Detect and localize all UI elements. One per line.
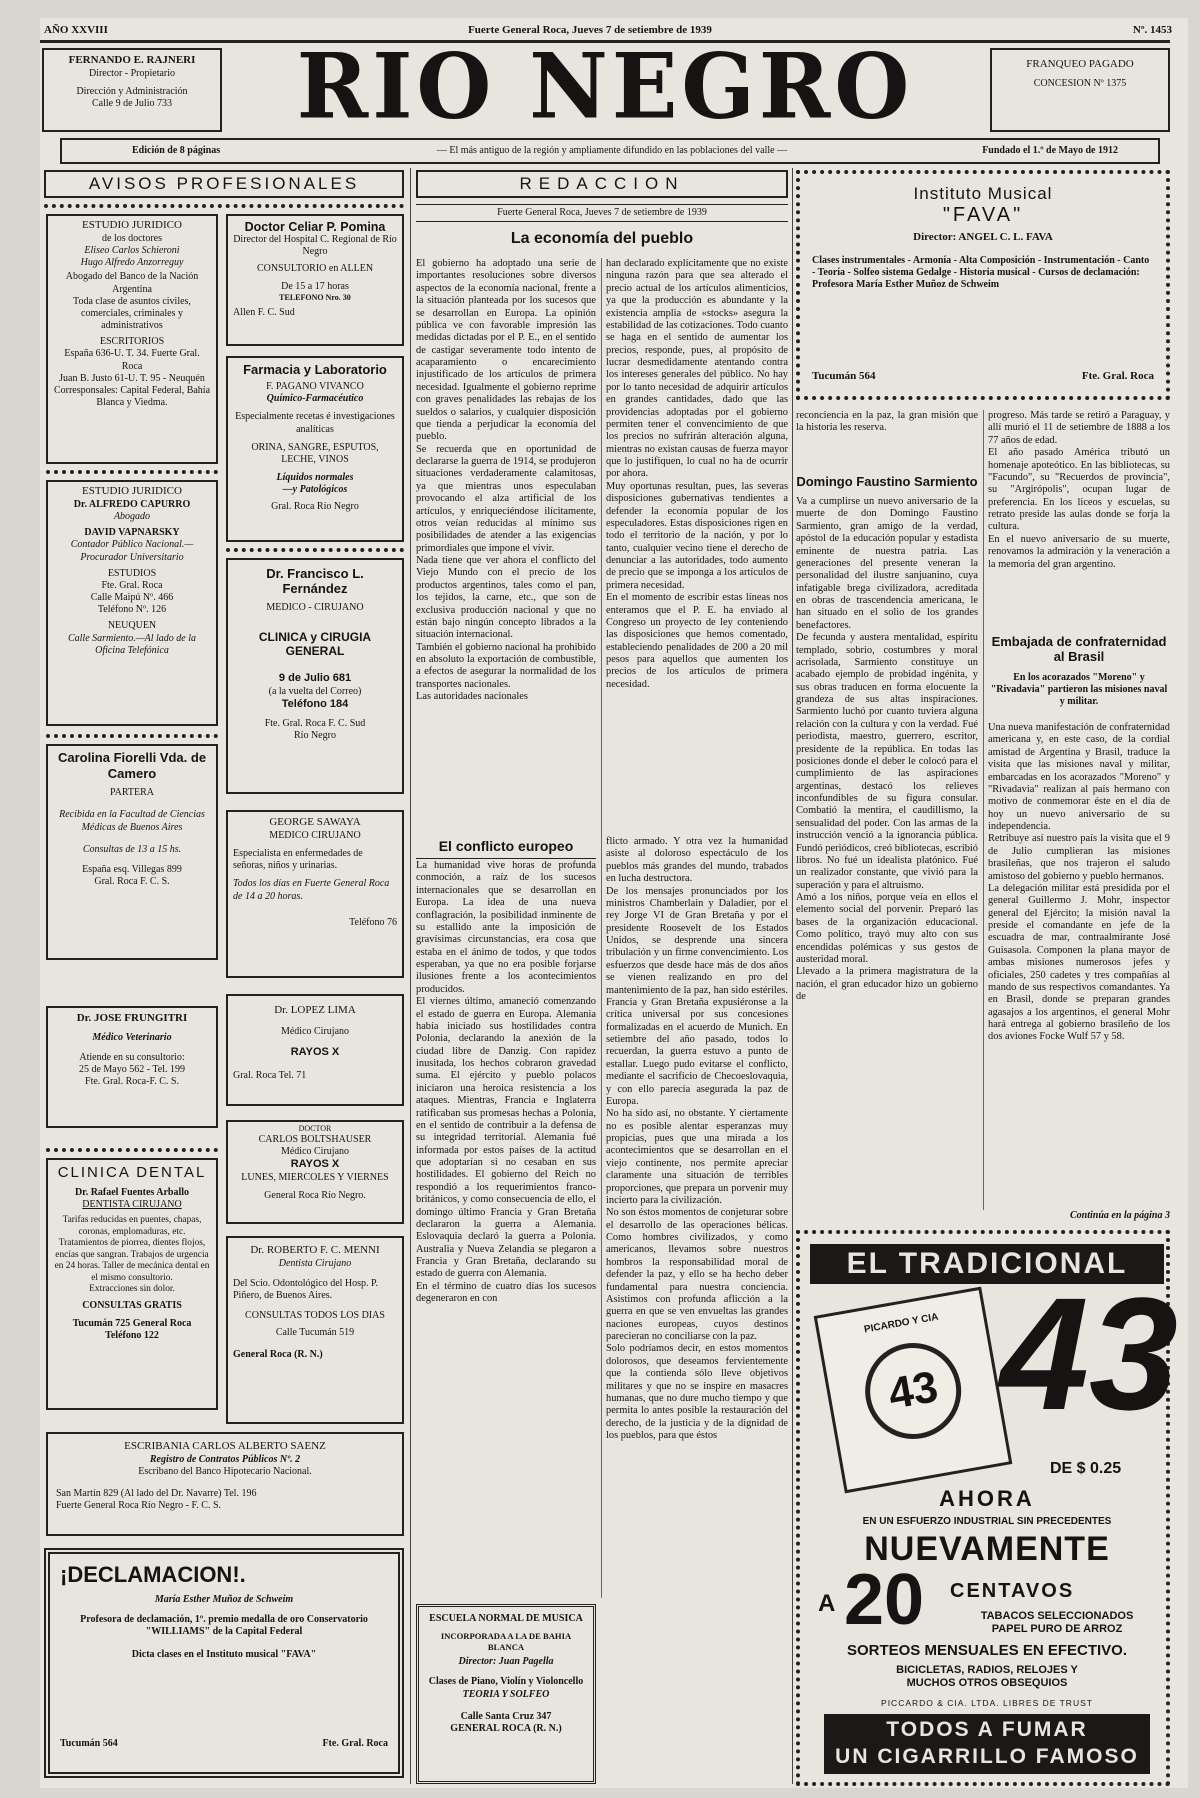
sarmiento-title: Domingo Faustino Sarmiento	[796, 474, 978, 489]
dateline: Fuerte General Roca, Jueves 7 de setiembre de 1939	[468, 24, 712, 36]
postage-title: FRANQUEO PAGADO	[1026, 58, 1134, 70]
founded-label: Fundado el 1.º de Mayo de 1912	[982, 145, 1118, 156]
ad-hours: Todos los días en Fuerte General Roca de 14 a 20 horas.	[233, 878, 390, 902]
ad-veterinario	[46, 1006, 218, 1128]
ad-body: Clases instrumentales - Armonía - Alta Composición - Instrumentación - Canto - Teoría - Solfeo sistema Gedalge - Historia musical - Cursos de declamación: Profesora María Esther Muñoz de Schweim	[812, 254, 1150, 291]
divider	[44, 204, 404, 208]
ad-rays: RAYOS X	[290, 1045, 340, 1058]
owner-role: Director - Propietario	[88, 67, 176, 79]
ad-director: Director: Juan Pagella	[458, 1656, 554, 1668]
embajada-title: Embajada de confraternidad al Brasil	[991, 634, 1167, 664]
ad-maker: PICCARDO & CIA. LTDA. LIBRES DE TRUST	[881, 1698, 1093, 1708]
ad-name: Dr. JOSE FRUNGITRI	[76, 1012, 188, 1024]
ad-address-left: Tucumán 564	[812, 370, 876, 383]
ad-phone: Teléfono 184	[281, 698, 349, 711]
ad-centavos: CENTAVOS	[950, 1580, 1075, 1602]
divider	[46, 1148, 218, 1152]
continua-label: Continúa en la página 3	[1069, 1210, 1170, 1221]
ad-title: ESTUDIO JURIDICO	[82, 485, 182, 497]
ad-title: Instituto Musical	[913, 184, 1053, 203]
ad-instituto-fava	[796, 170, 1170, 400]
ad-brand: EL TRADICIONAL	[810, 1244, 1164, 1284]
ad-address-right: Fte. Gral. Roca	[322, 1737, 388, 1749]
ad-role: MEDICO - CIRUJANO	[266, 602, 364, 613]
ad-name: Dr. LOPEZ LIMA	[274, 1004, 356, 1016]
ad-place: Allen F. C. Sud	[233, 306, 295, 318]
ad-subtitle: de los doctores	[102, 232, 162, 244]
ad-role: Médico Cirujano	[280, 1145, 350, 1157]
pack-number: 43	[884, 1362, 942, 1420]
ad-esfuerzo: EN UN ESFUERZO INDUSTRIAL SIN PRECEDENTES	[862, 1516, 1112, 1527]
ad-address: 9 de Julio 681	[278, 672, 352, 685]
cont-left-text: reconciencia en la paz, la gran misión que la historia les reserva.	[796, 410, 978, 434]
ad-old-price: DE $ 0.25	[1050, 1460, 1122, 1477]
admin-address: Calle 9 de Julio 733	[92, 98, 172, 110]
ad-days: CONSULTAS TODOS LOS DIAS	[245, 1310, 385, 1322]
edition-bar	[60, 138, 1160, 164]
ad-note: (a la vuelta del Correo)	[268, 685, 362, 697]
ad-body: Especialista en enfermedades de señoras, niños y urinarias.	[233, 847, 363, 872]
ad-phone: Teléfono 76	[349, 916, 397, 928]
ad-hours: De 15 a 17 horas	[281, 280, 349, 292]
ad-nuevamente: NUEVAMENTE	[864, 1530, 1110, 1568]
ad-names: Eliseo Carlos Schieroni Hugo Alfredo Anzorreguy	[80, 244, 184, 269]
edition-label: Edición de 8 páginas	[132, 145, 221, 156]
issue-number: Nº. 1453	[1132, 24, 1172, 36]
avisos-title: AVISOS PROFESIONALES	[44, 170, 404, 198]
ad-role: Médico Cirujano	[280, 1025, 350, 1037]
year-label: AÑO XXVIII	[44, 24, 108, 36]
ad-name: María Esther Muñoz de Schweim	[154, 1594, 294, 1605]
owner-name: FERNANDO E. RAJNERI	[68, 54, 196, 66]
ad-sub: INCORPORADA A LA DE BAHIA BLANCA	[440, 1631, 572, 1652]
column-rule	[792, 168, 793, 1784]
ad-role2: Contador Público Nacional.—Procurador Universitario	[70, 539, 194, 563]
ad-price: 20	[844, 1560, 925, 1640]
ad-offices-title: ESTUDIOS	[107, 567, 157, 579]
ad-address: San Martín 829 (Al lado del Dr. Navarre) Tel. 196 Fuerte General Roca Río Negro - F. C. S.	[56, 1488, 257, 1512]
sarmiento-article	[796, 496, 978, 1208]
ad-teoria: TEORIA Y SOLFEO	[462, 1688, 550, 1700]
ad-address-left: Tucumán 564	[60, 1737, 118, 1749]
ad-estudio-schieroni	[46, 214, 218, 464]
ad-title: ESCRIBANIA CARLOS ALBERTO SAENZ	[124, 1440, 326, 1452]
ad-title: CLINICA DENTAL	[57, 1164, 207, 1181]
ad-days: LUNES, MIERCOLES Y VIERNES	[241, 1171, 389, 1183]
ad-body: Profesora de declamación, 1º. premio medalla de oro Conservatorio "WILLIAMS" de la Capital Federal	[80, 1614, 368, 1638]
ad-slogan: TODOS A FUMAR UN CIGARRILLO FAMOSO	[824, 1714, 1150, 1774]
ad-body: Recibida en la Facultad de Ciencias Médicas de Buenos Aires	[59, 809, 205, 833]
admin-label: Dirección y Administración	[76, 85, 188, 97]
owner-box	[42, 48, 222, 132]
ad-menni	[226, 1236, 404, 1424]
article-col3	[416, 860, 596, 1600]
embajada-subtitle: En los acorazados "Moreno" y "Rivadavia" partieron las misiones naval y militar.	[990, 672, 1168, 708]
ad-classes: Clases de Piano, Violín y Violoncello	[428, 1676, 584, 1688]
ad-name: CARLOS BOLTSHAUSER	[258, 1133, 372, 1145]
ad-free: CONSULTAS GRATIS	[82, 1299, 182, 1311]
ad-address-right: Fte. Gral. Roca	[1081, 370, 1154, 383]
ad-role: Director del Hospital C. Regional de Río Negro	[233, 234, 397, 258]
ad-analysis: ORINA, SANGRE, ESPUTOS, LECHE, VINOS	[251, 441, 379, 465]
ad-hours: Consultas de 13 a 15 hs.	[82, 843, 182, 855]
tagline: — El más antiguo de la región y ampliamente difundido en las poblaciones del valle —	[436, 145, 788, 156]
ad-role: PARTERA	[109, 787, 155, 799]
ad-classes: Dicta clases en el Instituto musical "FAVA"	[131, 1648, 317, 1660]
article-col1-text: El gobierno ha adoptado una serie de importantes resoluciones sobre diversos aspectos de la economía nacional, frente a la situación planteada por los sucesos que se desarrollan en Europa. La opinión pública ve con favorable impresión las medidas dictadas por el P. E., en el sentido de castigar severamente todo intento de acaparamiento o encarecimiento injustificado de los artículos de primera necesidad. Igualmente el gobierno reprime con graves penalidades las rebajas de los sueldos o salarios, y cualquier disposición que tienda a perjudicar la economía del pueblo. Se recuerda que en oportunidad de declararse la guerra de 1914, se produjeron situaciones verdaderamente calamitosas, ya que mientras unos especulaban provocando el alza artificial de los artículos, y enriqueciéndose ilícitamente, otros veían reducidas al mínimo sus posibilidades de atender a las exigencias primordiales que impone el vivir. Nada tiene que ver ahora el conflicto del Viejo Mundo con el precio de los productos argentinos, tales como el pan, los tejidos, la carne, etc., que son de exclusiva producción nacional y que no están bajo ningún concepto librados a la situación internacional. También el gobierno nacional ha prohibido en absoluto la exportación de combustible, a efectos de asegurar la normalidad de los transportes nacionales. Las autoridades nacionales	[416, 258, 596, 703]
ad-address: Calle Santa Cruz 347	[460, 1710, 552, 1722]
ad-name: GEORGE SAWAYA	[269, 816, 361, 828]
ad-role: Escribano del Banco Hipotecario Nacional.	[138, 1465, 312, 1477]
ad-name: Dr. Francisco L. Fernández	[266, 566, 364, 596]
ad-title: Farmacia y Laboratorio	[243, 362, 387, 377]
ad-office2: Calle Sarmiento.—Al lado de la Oficina Telefónica	[67, 632, 197, 656]
ad-name: "FAVA"	[942, 204, 1024, 226]
ad-body: Del Scio. Odontológico del Hosp. P. Piñero, de Buenos Aires.	[233, 1277, 378, 1302]
cigarette-pack-icon	[814, 1287, 1013, 1494]
ad-name: Dr. Rafael Fuentes Arballo	[74, 1187, 190, 1198]
ad-fernandez	[226, 558, 404, 794]
ad-body: Atiende en su consultorio: 25 de Mayo 562 - Tel. 199 Fte. Gral. Roca-F. C. S.	[78, 1051, 186, 1088]
newspaper-page	[40, 18, 1188, 1788]
ad-rays: RAYOS X	[290, 1158, 340, 1171]
article-col4	[606, 836, 788, 1784]
ad-role: Abogado	[113, 510, 151, 522]
ad-name: Dr. ROBERTO F. C. MENNI	[250, 1244, 380, 1256]
cont-right	[988, 410, 1170, 628]
ad-offices-title: ESCRITORIOS	[99, 336, 165, 348]
article-col4-text: flicto armado. Y otra vez la humanidad asiste al doloroso espectáculo de los pueblos más grandes del mundo, trabados en lucha destructora. De los mensajes pronunciados por los ministros Chamberlain y Daladier, por el rey Jorge VI de Gran Bretaña y por el presidente Roosevelt de los Estados Unidos, se desprende una sincera tribulación y un firme convencimiento. Los esfuerzos que desde hace más de dos años se vienen realizando en pro del mantenimiento de la paz, han sido estériles. Francia y Gran Bretaña expusiéronse a la crítica universal por sus concesiones formalizadas en el acuerdo de Munich. En setiembre del año pasado, todos lo recuerdan, la guerra estuvo a punto de estallar. Luego pudo evitarse el conflicto, mediante el sacrificio de Checoeslovaquia, y con ello parecía asegurada la paz de Europa. No ha sido así, no obstante. Y ciertamente no es posible alentar esperanzas muy propicias, pues que una mirada a los acontecimientos que se desarrollan en el viejo continente, nos permite apreciar claramente una situación de terribles proporciones, que prepara un porvenir muy incierto para la civilización. No son éstos momentos de conjeturar sobre el desarrollo de las operaciones bélicas. Como hombres civilizados, y como americanos, llevamos sobre nuestros hombros la responsabilidad moral de defender la paz, y ello se ha hecho deber fundamental para nuestra conciencia. Asistimos con profunda aflicción a la guerra en que se ven envueltas las grandes naciones europeas, cuyos destinos parecieran no conciliarse con la paz. Solo podríamos decir, en estos momentos dolorosos, que deseamos fervientemente que la contienda sólo lleve objetivos militares y que no se inspire en masacres humanas, que no dure mucho tiempo y que permita lo antes posible la restauración del derecho, de la justicia y de la dignidad de los pueblos, para que éstos	[606, 836, 788, 1441]
ad-phone: TELEFONO Nro. 30	[279, 292, 351, 302]
cont-left	[796, 410, 978, 468]
ad-body: Tarifas reducidas en puentes, chapas, coronas, emplomaduras, etc. Tratamientos de piorrea, dientes flojos, encías que sangran. Trabajos de urgencia en 24 horas. Taller de mecánica dental en el mismo consultorio. Extracciones sin dolor.	[54, 1215, 210, 1295]
ad-title: ¡DECLAMACION!.	[60, 1562, 246, 1587]
postage-box	[990, 48, 1170, 132]
divider	[46, 470, 218, 474]
masthead-title: RIO NEGRO	[296, 33, 914, 140]
conflict-title: El conflicto europeo	[416, 838, 596, 859]
article-title: La economía del pueblo	[510, 230, 694, 247]
ad-sawaya	[226, 810, 404, 978]
ad-farmacia	[226, 356, 404, 542]
ad-name: Doctor Celiar P. Pomina	[244, 220, 386, 234]
ad-declamacion	[44, 1548, 404, 1778]
ad-owner: F. PAGANO VIVANCO	[266, 381, 364, 392]
ad-address: Calle Tucumán 519	[275, 1326, 355, 1338]
ad-partera	[46, 744, 218, 960]
embajada-text: Una nueva manifestación de confraternidad americana y, en este caso, de la cordial amistad de Argentina y Brasil, traduce la visita que las misiones naval y militar, embarcadas en los acorazados "Moreno" y "Rivadavia" realizan al país hermano con motivo de conmemorar éste en el día de hoy un nuevo aniversario de su independencia. Retribuye así nuestro país la visita que el 9 de Julio cumplieran las misiones brasileñas, que nos trajeron el saludo amistoso del gobierno y pueblo hermanos. La delegación militar está presidida por el general Guillermo J. Mohr, inspector general del Ejército; la misión naval la preside el comandante en jefe de la escuadra de mar, contraalmirante José Guisasola. Componen la plana mayor de ambas misiones numerosos jefes y oficiales, 250 cadetes y tres compañías al mando de sus respectivos comandantes. Ya en Brasil, donde se preparan grandes agasajos a los argentinos, el general Mohr hará entrega al gobierno brasileño de los dos aviones Focke Wulf 57 y 58.	[988, 722, 1170, 1043]
ad-role: DENTISTA CIRUJANO	[82, 1199, 182, 1211]
ad-pomina	[226, 214, 404, 346]
ad-clinic: CLINICA y CIRUGIA GENERAL	[258, 630, 372, 659]
ad-office1: Fte. Gral. Roca Calle Maipú Nº. 466 Teléfono Nº. 126	[90, 579, 174, 616]
article-col3-text: La humanidad vive horas de profunda conmoción, a raíz de los sucesos internacionales que se desarrollan en Europa. La idea de una nueva conflagración, la posibilidad inminente de su estallido ante la imposición de gravísimas circunstancias, era cosa que estaba en el ánimo de todos, y que todos esperaban, ya que no era posible forjarse ilusiones frente a los acontecimientos producidos. El viernes último, amaneció comenzando el estado de guerra en Europa. Alemania había iniciado sus hostilidades contra Polonia, declarando la anexión de la ciudad libre de Danzig. Con rapidez inusitada, los hechos cobraron gravedad suma. El ejército y pueblo polacos iniciaron una heroica resistencia a los ataques. Mientras, Francia e Inglaterra ratificaban sus promesas hechas a Polonia, en el sentido de contribuir a la defensa de su integridad territorial. Alemania fué informada por estos países de la actitud que adoptarían si no cesaban en sus hostilidades. El gobierno del Reich no respondió a los requerimientos franco-británicos, y como consecuencia de ello, el domingo último Francia y Gran Bretaña declararon la guerra a Alemania. Eslovaquia declaró la guerra a Polonia. Australia y Nueva Zelandia se plegaron a Francia y Gran Bretaña, declarando su estado de guerra con Alemania. En el término de cuatro días los sucesos degeneraron en con	[416, 860, 596, 1305]
ad-clinica-dental	[46, 1158, 218, 1410]
postage-line: CONCESION Nº 1375	[1033, 77, 1127, 89]
sarmiento-text: Va a cumplirse un nuevo aniversario de la muerte de don Domingo Faustino Sarmiento, gran amigo de la verdad, apóstol de la educación popular y estadista eminente de nuestra patria. Las generaciones del presente veneran la personalidad del ilustre sanjuanino, cuya infatigable brega civilizadora, acreditada en obras de trascendencia americana, le han situado en el solio de los grandes benefactores. De fecunda y austera mentalidad, espíritu templado, sobrio, costumbres y moral acrisolada, Sarmiento constituye un acabado ejemplo de probidad ingénita, y sus obras traducen en forma elocuente la grandeza de sus altas inspiraciones. Sarmiento luchó por cuanto tuviera alguna relación con la cultura y con la verdad. Fué periodista, maestro, guerrero, escritor, presidente de la república. En todas las posiciones donde el deber le colocó para el cumplimiento de las aspiraciones argentinas, destacó los relieves inconfundibles de su figura consular. Combatió la mentira, el caudillismo, la sensualidad del poder. Con las armas de la instrucción venció a la ignorancia pública. Fundó periódicos, creó bibliotecas, escribió libros. No fué un idealista platónico. Fué un realizador constante, que vivió para la superación y para el altruismo. Amó a los niños, porque veía en ellos el elemento social del porvenir. Preparó las bases de la organización educacional. Como político, trayó muy alto con sus encendidas polémicas y sus gestos de austeridad moral. Llevado a la primera magistratura de la nación, el gran educador hizo un gobierno de	[796, 496, 978, 1002]
ad-role: MEDICO CIRUJANO	[269, 829, 361, 841]
ad-a: A	[818, 1590, 836, 1617]
pack-label: PICARDO Y CIA	[863, 1311, 940, 1336]
ad-liquids: Líquidos normales —y Patológicos	[276, 472, 354, 496]
ad-role: Médico Veterinario	[92, 1031, 172, 1043]
ad-boltshauser	[226, 1120, 404, 1224]
ad-lopez-lima	[226, 994, 404, 1106]
ad-tabacos: TABACOS SELECCIONADOS PAPEL PURO DE ARROZ	[980, 1610, 1134, 1636]
column-rule	[601, 258, 602, 1598]
article-col2-text: han declarado explícitamente que no existe ninguna razón para que sea alterado el precio actual de los artículos alimenticios, ya que la producción es abundante y la existencia amplia de «stocks» asegura la estabilidad de las cotizaciones. Todo cuanto se haga en el sentido de aumentar los precios, responde, pues, al propósito de lucrar desmedidamente atentando contra los intereses generales del público. No hay por lo tanto necesidad de adquirir artículos en grandes cantidades, dado que las providencias adoptadas por el gobierno permiten tener el convencimiento de que los precios no sufrirán alteración alguna, mientras no existan causas de fuerza mayor que lo justifiquen, lo cual no ha de ocurrir por ahora. Muy oportunas resultan, pues, las severas disposiciones gubernativas tendientes a defender la economía popular de los especuladores. Estas disposiciones rigen en todo el territorio de la nación, y por lo tanto, cualquier vecino tiene el derecho de denunciar a las autoridades, todo aumento de precio que se imponga a los artículos de primera necesidad. En el momento de escribir estas líneas nos enteramos que el P. E. ha enviado al Congreso un proyecto de ley conteniendo las disposiciones que hemos comentado, estableciendo penalidades de 200 a 20 mil pesos para aquellos que aumenten los precios de los artículos de primera necesidad.	[606, 258, 788, 690]
ad-role: Químico-Farmacéutico	[266, 393, 364, 405]
ad-place: Gral. Roca Río Negro	[271, 500, 359, 512]
pack-emblem-icon	[858, 1336, 969, 1447]
ad-escuela-musica	[416, 1604, 596, 1784]
ad-place: General Roca (R. N.)	[233, 1348, 323, 1360]
redaccion-title: REDACCION	[416, 170, 788, 198]
ad-title: ESCUELA NORMAL DE MUSICA	[429, 1613, 583, 1624]
article-col1	[416, 258, 596, 836]
column-rule	[410, 168, 411, 1784]
embajada-article	[988, 722, 1170, 1208]
ad-ahora: AHORA	[939, 1486, 1035, 1511]
ad-cigarrillos-43	[796, 1230, 1178, 1786]
divider	[46, 734, 218, 738]
ad-estudio-capurro	[46, 480, 218, 726]
article-col2	[606, 258, 788, 836]
ad-name: Dr. ALFREDO CAPURRO	[73, 498, 191, 510]
ad-role: Dentista Cirujano	[278, 1257, 352, 1269]
ad-body: Abogado del Banco de la Nación Argentina Toda clase de asuntos civiles, comerciales, criminales y administrativos	[65, 271, 199, 332]
ad-sorteos: SORTEOS MENSUALES EN EFECTIVO.	[846, 1642, 1128, 1659]
ad-premios: BICICLETAS, RADIOS, RELOJES Y MUCHOS OTROS OBSEQUIOS	[896, 1664, 1078, 1690]
ad-address: Tucumán 725 General Roca Teléfono 122	[72, 1317, 192, 1342]
ad-consult: CONSULTORIO en ALLEN	[256, 263, 374, 275]
ad-place: GENERAL ROCA (R. N.)	[450, 1722, 562, 1734]
ad-title: ESTUDIO JURIDICO	[82, 219, 182, 231]
ad-offices: España 636-U. T. 34. Fuerte Gral. Roca Juan B. Justo 61-U. T. 95 - Neuquén Corresponsales: Capital Federal, Bahía Blanca y Viedma.	[53, 348, 211, 409]
ad-big-number: 43	[1000, 1264, 1178, 1443]
ad-escribania	[46, 1432, 404, 1536]
ad-subtitle: Registro de Contratos Públicos Nº. 2	[149, 1453, 301, 1465]
ad-pre: DOCTOR	[298, 1124, 332, 1133]
redaccion-dateline: Fuerte General Roca, Jueves 7 de setiembre de 1939	[416, 204, 788, 222]
ad-address: España esq. Villegas 899 Gral. Roca F. C. S.	[82, 863, 182, 888]
ad-name: Carolina Fiorelli Vda. de Camero	[57, 750, 207, 781]
divider	[226, 548, 404, 552]
ad-office2-title: NEUQUEN	[107, 620, 157, 632]
ad-place: Fte. Gral. Roca F. C. Sud Río Negro	[264, 717, 366, 742]
ad-director: Director: ANGEL C. L. FAVA	[913, 231, 1053, 243]
ad-name2: DAVID VAPNARSKY	[84, 527, 180, 539]
ad-body: Especialmente recetas é investigaciones analíticas	[235, 411, 395, 435]
ad-place: General Roca Río Negro.	[264, 1190, 366, 1202]
cont-right-text: progreso. Más tarde se retiró a Paraguay, y allí murió el 11 de setiembre de 1888 a los 77 años de edad. El año pasado América tributó un homenaje apoteótico. En las bibliotecas, su "Facundo", su "Recuerdos de provincia", su "Argirópolis", ocupan lugar de preferencia. En los liceos y escuelas, su retrato preside las aulas donde se forja la cultura. En el nuevo aniversario de su muerte, renovamos la admiración y la veneración a la memoria del gran argentino.	[988, 410, 1170, 570]
column-rule	[983, 410, 984, 1210]
ad-place: Gral. Roca Tel. 71	[233, 1069, 307, 1081]
